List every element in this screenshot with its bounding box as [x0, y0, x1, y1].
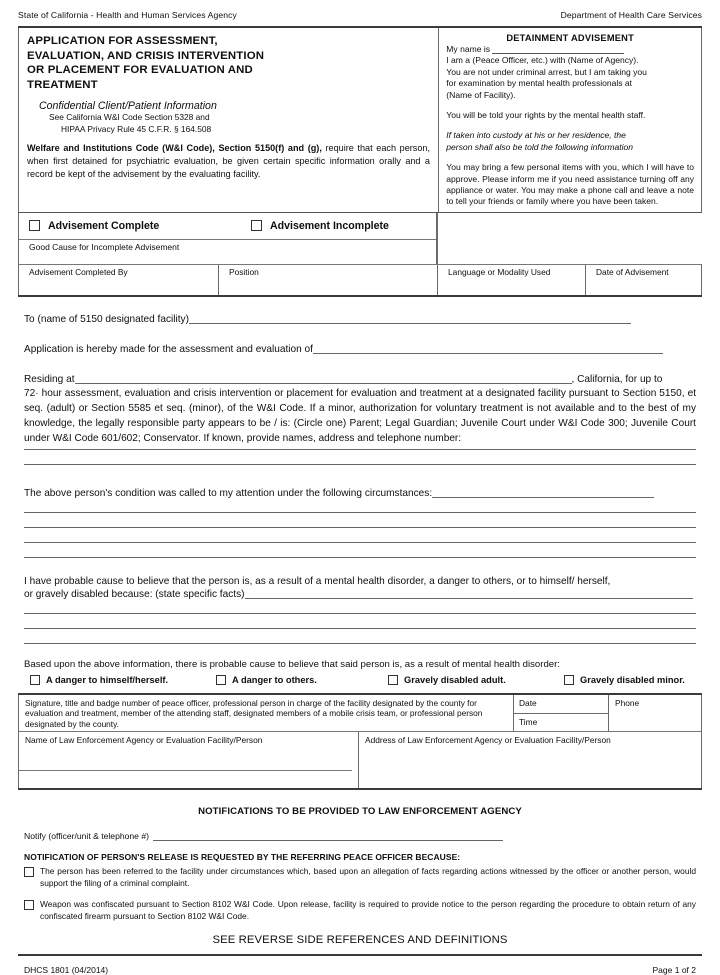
form-footer — [18, 956, 702, 975]
advisement-date-cell[interactable] — [586, 265, 701, 295]
detainment-paragraph-1-line-2: You are not under criminal arrest, but I am taking you — [446, 66, 647, 77]
advisement-date-header: Date of Advisement — [596, 266, 669, 277]
gravely-disabled-minor-checkbox[interactable] — [564, 675, 574, 685]
time-label: Time — [519, 716, 538, 727]
title-column — [19, 28, 438, 212]
circumstances-row — [24, 487, 696, 500]
address-agency-cell[interactable] — [359, 732, 701, 788]
notification-item-2-checkbox-wrap — [24, 899, 40, 922]
danger-option-others[interactable] — [210, 675, 382, 685]
advisement-position-cell[interactable] — [219, 265, 438, 295]
good-cause-label: Good Cause for Incomplete Advisement — [29, 241, 180, 252]
see-reverse-notice: SEE REVERSE SIDE REFERENCES AND DEFINITIONS — [212, 934, 508, 947]
my-name-is-label: My name is — [446, 44, 490, 54]
notify-input[interactable] — [153, 840, 503, 841]
advisement-completed-by-header: Advisement Completed By — [29, 266, 128, 277]
code-reference-line: See California W&I Code Section 5328 and — [49, 112, 210, 123]
notify-label: Notify (officer/unit & telephone #) — [24, 831, 149, 842]
probable-cause-line-1: I have probable cause to believe that the person is, as a result of a mental health disorder, a danger to others, or to himself/ herself, — [24, 575, 611, 587]
form-title-line-2: EVALUATION, AND CRISIS INTERVENTION — [27, 49, 265, 62]
residing-at-input[interactable] — [75, 383, 572, 384]
form-title-line-3: OR PLACEMENT FOR EVALUATION AND — [27, 64, 253, 77]
danger-others-checkbox[interactable] — [216, 675, 226, 685]
name-agency-writing-line — [19, 770, 352, 771]
residing-at-label: Residing at — [24, 373, 75, 385]
name-agency-label: Name of Law Enforcement Agency or Evaluation Facility/Person — [25, 735, 263, 746]
confidential-notice: Confidential Client/Patient Information — [39, 100, 217, 113]
detainment-paragraph-1-line-3: for examination by mental health professionals at — [446, 78, 633, 89]
page-number-label: Page 1 of 2 — [652, 965, 696, 975]
form-title — [27, 34, 430, 92]
advisement-status-row — [19, 213, 436, 239]
gravely-disabled-minor-label: Gravely disabled minor. — [580, 674, 685, 685]
detainment-paragraph-1-line-1: I am a (Peace Officer, etc.) with (Name of Agency). — [446, 55, 639, 66]
advisement-language-header: Language or Modality Used — [448, 266, 551, 277]
advisement-incomplete-option[interactable] — [251, 220, 389, 232]
danger-self-checkbox[interactable] — [30, 675, 40, 685]
name-agency-cell[interactable] — [19, 732, 359, 788]
notify-row — [24, 831, 696, 841]
advisement-position-header: Position — [229, 266, 259, 277]
residing-paragraph: 72· hour assessment, evaluation and crisis intervention or placement for evaluation and treatment at a designated facility pursuant to Section 5150, et seq. (adult) or Section 5585 et seq. (minor), of the W&I Code. If a minor, authorization for voluntary treatment is not available and to the best of my knowledge, the legally responsible party appears to be / is: (Circle one) Parent; Legal Guardian; Juvenile Court under W&I Code 300; Juvenile Court under W&I Code 601/602; Conservator. If known, provide names, address and telephone number: — [24, 387, 696, 445]
time-cell[interactable] — [514, 714, 608, 732]
danger-option-self[interactable] — [24, 675, 210, 685]
form-id-label: DHCS 1801 (04/2014) — [24, 965, 109, 975]
gravely-disabled-adult-label: Gravely disabled adult. — [404, 674, 506, 685]
release-request-heading: NOTIFICATION OF PERSON'S RELEASE IS REQUESTED BY THE REFERRING PEACE OFFICER BECAUSE: — [24, 852, 461, 863]
phone-cell[interactable] — [609, 695, 701, 732]
gravely-disabled-adult-checkbox[interactable] — [388, 675, 398, 685]
residing-at-tail: , California, for up to — [571, 373, 663, 385]
address-agency-label: Address of Law Enforcement Agency or Evaluation Facility/Person — [365, 735, 611, 746]
form-title-line-4: TREATMENT — [27, 78, 98, 91]
application-made-row — [24, 343, 696, 356]
detainment-rights-statement: You will be told your rights by the mental health staff. — [446, 110, 646, 121]
advisement-language-cell[interactable] — [438, 265, 586, 295]
based-upon-label: Based upon the above information, there is probable cause to believe that said person is, as a result of mental health disorder: — [24, 658, 560, 670]
agency-header — [18, 0, 702, 26]
department-label: Department of Health Care Services — [560, 10, 702, 20]
signature-table — [18, 695, 702, 732]
notification-item-1-label: The person has been referred to the facility under circumstances which, based upon an allegation of facts regarding actions witnessed by the officer or another person, would support the filing of a criminal complaint. — [40, 866, 696, 888]
my-name-is-blank[interactable] — [492, 53, 624, 54]
detainment-advisement-title: DETAINMENT ADVISEMENT — [506, 33, 634, 43]
residing-at-row — [24, 373, 696, 386]
circumstances-input[interactable] — [432, 497, 654, 498]
advisement-completed-by-cell[interactable] — [19, 265, 219, 295]
detainment-personal-items-paragraph: You may bring a few personal items with you, which I will have to approve. Please inform me if you need assistance turning off any appliance or water. You may make a phone call and leave a note to tell your friends or family where you have been taken. — [446, 162, 694, 207]
probable-cause-row-2 — [24, 588, 696, 601]
danger-option-gravely-adult[interactable] — [382, 675, 558, 685]
advisement-complete-checkbox[interactable] — [29, 220, 40, 231]
notification-item-2-label: Weapon was confiscated pursuant to Section 8102 W&I Code. Upon release, facility is required to provide notice to the person regarding the procedure to obtain return of any confiscated firearm pursuant to Section 8102 W&I Code. — [40, 899, 696, 921]
to-facility-input[interactable] — [189, 323, 631, 324]
probable-cause-line-2: or gravely disabled because: (state specific facts) — [24, 588, 245, 600]
advisement-complete-label: Advisement Complete — [48, 219, 160, 232]
application-made-input[interactable] — [313, 353, 663, 354]
probable-cause-input[interactable] — [245, 598, 693, 599]
wic-code-text: require that each person, when first detained for psychiatric evaluation, be given certain specific information orally and a record be kept of the advisement by the evaluating facility. — [27, 143, 430, 179]
date-label: Date — [519, 697, 537, 708]
detainment-spacer-2 — [446, 121, 694, 130]
danger-self-label: A danger to himself/herself. — [46, 674, 169, 685]
notifications-title: NOTIFICATIONS TO BE PROVIDED TO LAW ENFORCEMENT AGENCY — [198, 806, 522, 818]
advisement-complete-option[interactable] — [29, 220, 251, 232]
criminal-complaint-checkbox[interactable] — [24, 867, 34, 877]
header-box — [18, 28, 702, 212]
my-name-is-line — [446, 44, 694, 55]
notification-item-2[interactable] — [24, 899, 696, 922]
signature-description-label: Signature, title and badge number of peace officer, professional person in charge of the facility designated by the county for evaluation and treatment, member of the attending staff, designated members of a mobile crisis team, or professional person designated by the county. — [25, 697, 483, 729]
date-time-column — [514, 695, 609, 732]
to-facility-row — [24, 313, 696, 326]
detainment-spacer-1 — [446, 101, 694, 110]
danger-options-row — [24, 671, 696, 685]
detainment-custody-note-line-1: If taken into custody at his or her residence, the — [446, 130, 626, 141]
advisement-incomplete-checkbox[interactable] — [251, 220, 262, 231]
advisement-table — [18, 265, 702, 295]
date-cell[interactable] — [514, 695, 608, 714]
advisement-incomplete-label: Advisement Incomplete — [270, 219, 389, 232]
hipaa-reference-line: HIPAA Privacy Rule 45 C.F.R. § 164.508 — [61, 123, 212, 134]
circumstances-label: The above person's condition was called to my attention under the following circumstances: — [24, 487, 433, 499]
form-title-line-1: APPLICATION FOR ASSESSMENT, — [27, 35, 218, 47]
good-cause-field[interactable] — [19, 240, 436, 264]
wic-code-paragraph — [27, 142, 430, 180]
to-facility-label: To (name of 5150 designated facility) — [24, 313, 189, 325]
notification-item-1-checkbox-wrap — [24, 866, 40, 889]
state-agency-label: State of California - Health and Human Services Agency — [18, 10, 237, 20]
detainment-paragraph-1-line-4: (Name of Facility). — [446, 89, 516, 100]
detainment-advisement-column — [439, 28, 701, 212]
form-content — [18, 0, 702, 975]
signature-description-cell[interactable] — [19, 695, 514, 732]
danger-others-label: A danger to others. — [232, 674, 317, 685]
detainment-spacer-3 — [446, 153, 694, 162]
detainment-custody-note-line-2: person shall also be told the following information — [446, 141, 634, 152]
weapon-confiscated-checkbox[interactable] — [24, 900, 34, 910]
application-made-label: Application is hereby made for the assessment and evaluation of — [24, 343, 313, 355]
name-address-table — [18, 732, 702, 788]
danger-option-gravely-minor[interactable] — [558, 675, 685, 685]
phone-label: Phone — [615, 697, 640, 708]
notification-item-1[interactable] — [24, 866, 696, 889]
wic-code-citation: Welfare and Institutions Code (W&I Code), Section 5150(f) and (g), — [27, 143, 322, 154]
